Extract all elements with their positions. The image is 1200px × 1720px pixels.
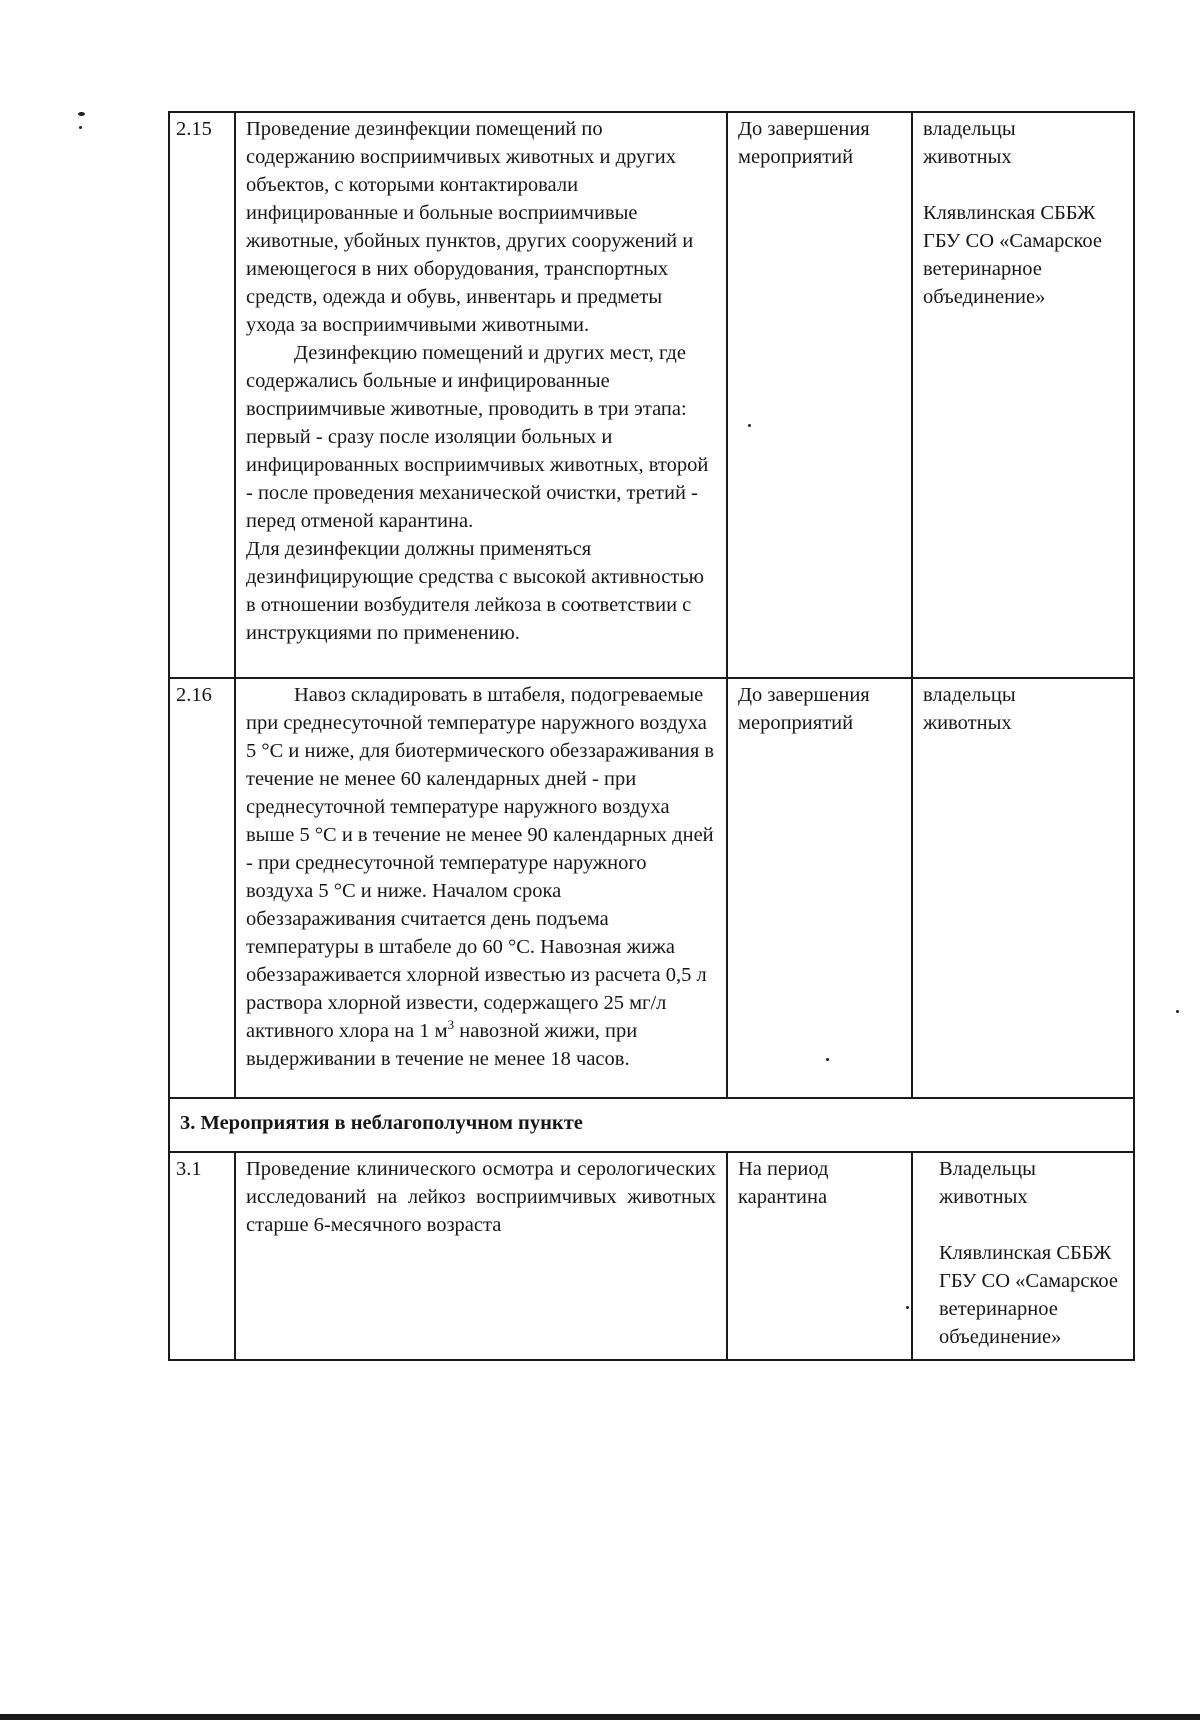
scan-speck bbox=[1176, 1010, 1179, 1013]
responsible-line: Клявлинская СББЖ ГБУ СО «Самарское ветеринарное объединение» bbox=[923, 202, 1102, 308]
responsible-line: Владельцы животных bbox=[939, 1158, 1036, 1208]
section-title: 3. Мероприятия в неблагополучном пункте bbox=[169, 1098, 1134, 1152]
measure-paragraph: Для дезинфекции должны применяться дезинфицирующие средства с высокой активностью в отношении возбудителя лейкоза в соответствии с инструкциями по применению. bbox=[246, 538, 704, 644]
table-row bbox=[169, 1152, 1134, 1360]
measure-text: Навоз складировать в штабеля, подогреваемые при среднесуточной температуре наружного воздуха 5 °С и ниже, для биотермического обеззараживания в течение не менее 60 календарных дней - при среднесуточной температуре наружного воздуха выше 5 °С и в течение не менее 90 календарных дней - при среднесуточной температуре наружного воздуха 5 °С и ниже. Началом срока обеззараживания считается день подъема температуры в штабеле до 60 °С. Навозная жижа обеззараживается хлорной известью из расчета 0,5 л раствора хлорной извести, содержащего 25 мг/л активного хлора на 1 м bbox=[246, 684, 715, 1042]
term-cell: До завершения мероприятий bbox=[727, 678, 912, 1098]
responsible-cell bbox=[912, 1152, 1134, 1360]
responsible-line: владельцы животных bbox=[923, 118, 1016, 168]
row-number: 2.16 bbox=[169, 678, 235, 1098]
scan-speck bbox=[79, 126, 82, 129]
table-row bbox=[169, 678, 1134, 1098]
superscript: 3 bbox=[447, 1017, 455, 1033]
scan-edge bbox=[0, 1714, 1200, 1720]
section-row bbox=[169, 1098, 1134, 1152]
measure-paragraph: Проведение дезинфекции помещений по содержанию восприимчивых животных и других объектов, с которыми контактировали инфицированные и больные восприимчивые животные, убойных пунктов, других сооружений и имеющегося в них оборудования, транспортных средств, одежда и обувь, инвентарь и предметы ухода за восприимчивыми животными. bbox=[246, 118, 694, 336]
row-number: 2.15 bbox=[169, 112, 235, 678]
responsible-line: Клявлинская СББЖ ГБУ СО «Самарское ветеринарное объединение» bbox=[939, 1242, 1118, 1348]
measure-paragraph bbox=[246, 681, 716, 1073]
table-row bbox=[169, 112, 1134, 678]
responsible-line: владельцы животных bbox=[923, 684, 1016, 734]
measures-table bbox=[168, 111, 1135, 1361]
measure-paragraph: Дезинфекцию помещений и других мест, где содержались больные и инфицированные восприимчивые животные, проводить в три этапа: первый - сразу после изоляции больных и инфицированных восприимчивых животных, второй - после проведения механической очистки, третий - перед отменой карантина. bbox=[246, 342, 709, 532]
measure-text: навозной жижи, при выдерживании в течение не менее 18 часов. bbox=[246, 1020, 638, 1070]
measure-cell bbox=[235, 678, 727, 1098]
measure-cell bbox=[235, 112, 727, 678]
responsible-cell bbox=[912, 112, 1134, 678]
term-cell: До завершения мероприятий bbox=[727, 112, 912, 678]
scan-speck bbox=[78, 112, 85, 116]
row-number: 3.1 bbox=[169, 1152, 235, 1360]
measure-cell: Проведение клинического осмотра и серологических исследований на лейкоз восприимчивых животных старше 6-месячного возраста bbox=[235, 1152, 727, 1360]
responsible-cell bbox=[912, 678, 1134, 1098]
term-cell: На период карантина bbox=[727, 1152, 912, 1360]
